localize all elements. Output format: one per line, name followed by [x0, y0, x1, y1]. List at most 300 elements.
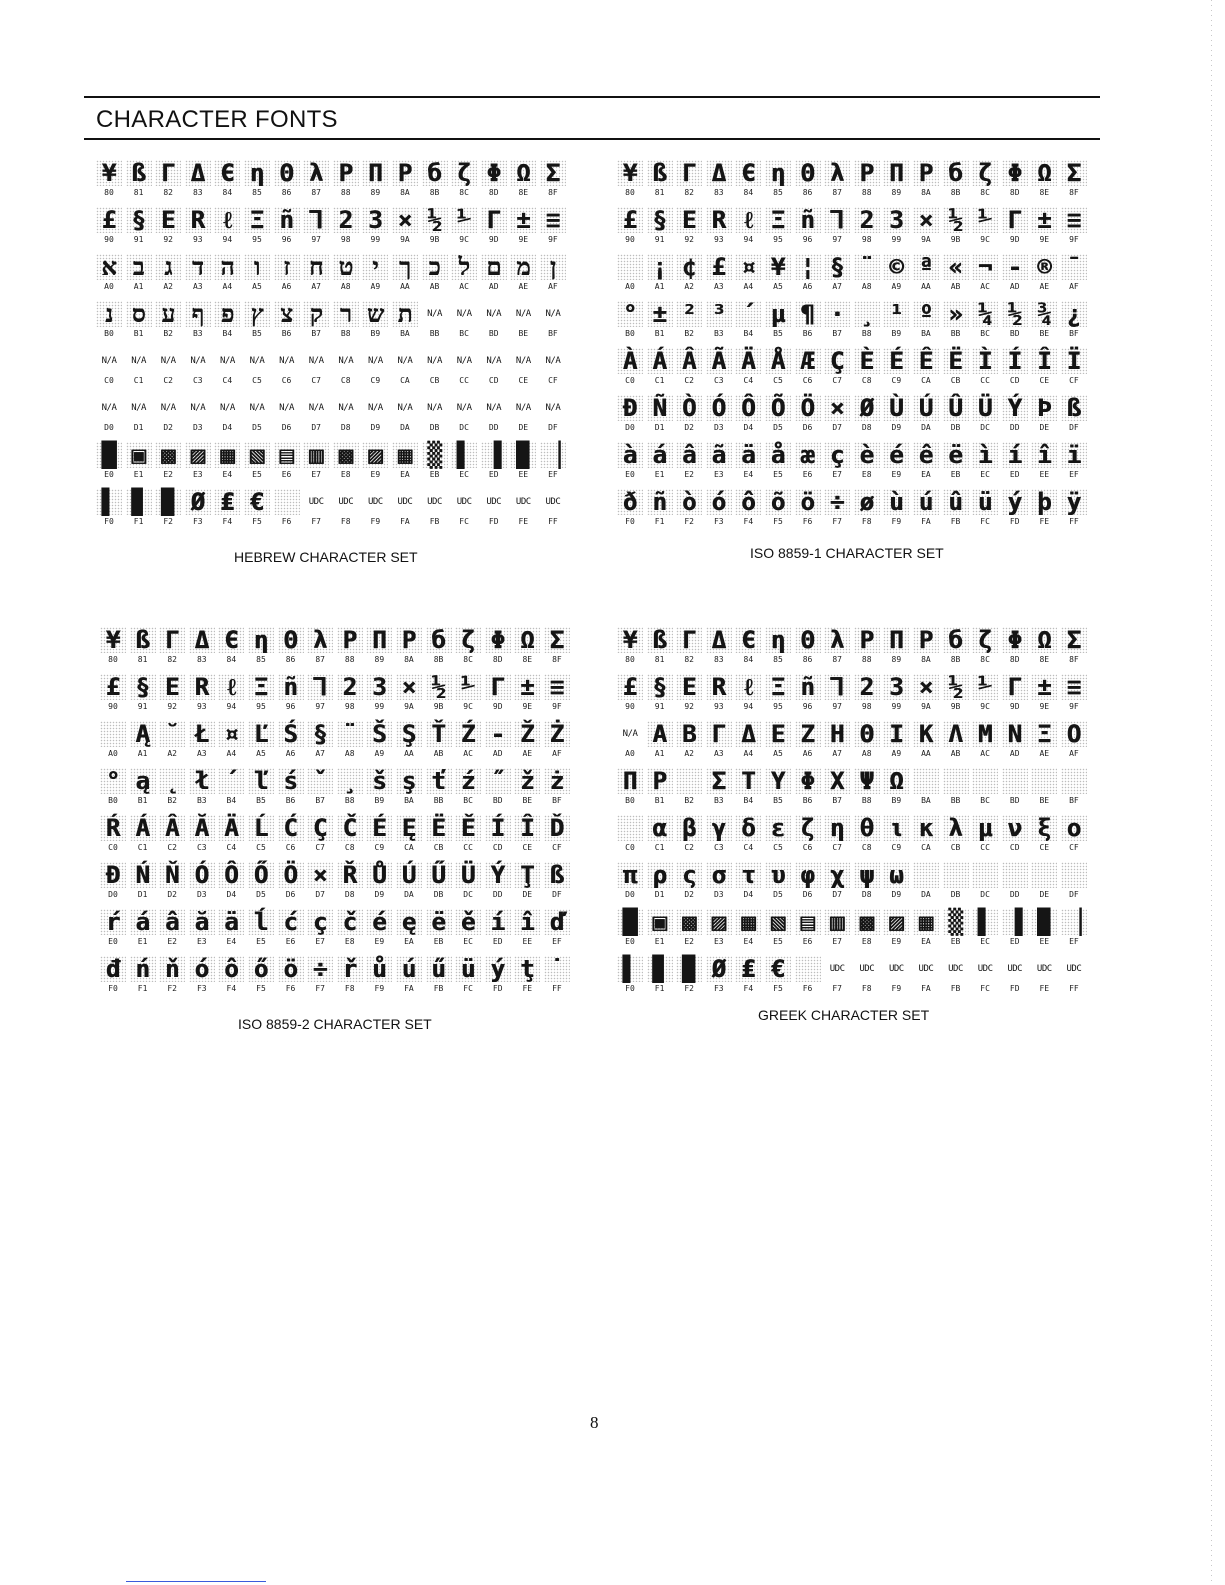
glyph-cell: ª [913, 254, 939, 280]
hex-code-label: A6 [281, 282, 292, 291]
glyph-cell: N/A [101, 355, 117, 366]
glyph-cell: Ü [455, 862, 481, 888]
hex-code-label: F1 [137, 984, 148, 993]
hex-code-label: 8E [1039, 655, 1050, 664]
glyph-cell: פ [214, 301, 240, 327]
glyph-cell: N/A [279, 355, 294, 366]
glyph-cell: б [422, 160, 448, 186]
hex-code-label: BF [1069, 796, 1079, 805]
glyph-cell: Ó [189, 862, 215, 888]
hex-code-label: C4 [222, 376, 233, 385]
glyph-cell: N/A [279, 402, 294, 413]
glyph-cell: Ô [735, 395, 761, 421]
glyph-cell: ⅂ [824, 207, 850, 233]
glyph-cell: ▤ [795, 909, 821, 935]
hex-code-label: C8 [861, 376, 872, 385]
hex-code-label: E9 [370, 470, 381, 479]
glyph-cell: Æ [795, 348, 821, 374]
glyph-cell: Α [647, 721, 673, 747]
glyph-cell: ℓ [218, 674, 244, 700]
hex-code-label: C1 [133, 376, 144, 385]
hex-code-label: EE [1039, 937, 1050, 946]
glyph-cell: § [647, 674, 673, 700]
glyph-cell: þ [1031, 489, 1057, 515]
glyph-cell: ק [303, 301, 329, 327]
glyph-cell: Ý [485, 862, 511, 888]
glyph-cell: « [943, 254, 969, 280]
glyph-cell: ¸ [854, 301, 880, 327]
glyph-cell: ≡ [1061, 674, 1087, 700]
glyph-cell: ז [274, 254, 300, 280]
glyph-cell: Φ [1002, 627, 1028, 653]
hex-code-label: EF [1069, 937, 1079, 946]
hex-code-label: E1 [654, 470, 665, 479]
glyph-cell: ς [676, 862, 702, 888]
hex-code-label: DC [459, 423, 469, 432]
hex-code-label: EA [921, 470, 931, 479]
code-row [96, 515, 566, 529]
hex-code-label: C2 [163, 376, 173, 385]
glyph-cell: ö [278, 956, 304, 982]
code-row [617, 233, 1087, 247]
glyph-cell: ŕ [100, 909, 126, 935]
hex-code-label: 96 [802, 702, 813, 711]
code-row [100, 794, 570, 808]
glyph-cell: Î [514, 815, 540, 841]
hex-code-label: 9C [459, 235, 469, 244]
glyph-row [617, 625, 1087, 653]
glyph-cell: č [337, 909, 363, 935]
glyph-cell: ľ [248, 768, 274, 794]
hex-code-label: CC [980, 843, 990, 852]
header-rule-top [84, 96, 1100, 98]
glyph-cell: Θ [854, 721, 880, 747]
glyph-cell: UDC [829, 963, 845, 974]
glyph-cell: Í [485, 815, 511, 841]
hex-code-label: D8 [344, 890, 355, 899]
glyph-cell: ℓ [214, 207, 240, 233]
hex-code-label: F1 [654, 984, 665, 993]
glyph-cell: Đ [100, 862, 126, 888]
glyph-cell: η [765, 160, 791, 186]
glyph-cell: E [676, 674, 702, 700]
hex-code-label: A4 [743, 749, 754, 758]
hex-code-label: A4 [222, 282, 233, 291]
glyph-cell: ő [248, 956, 274, 982]
glyph-cell: Â [159, 815, 185, 841]
glyph-cell: î [1031, 442, 1057, 468]
hex-code-label: F5 [256, 984, 266, 993]
glyph-cell: UDC [338, 496, 354, 507]
glyph-cell: · [824, 301, 850, 327]
hex-code-label: B5 [773, 796, 783, 805]
hex-code-label: D1 [654, 423, 665, 432]
glyph-cell: Β [676, 721, 702, 747]
glyph-cell: × [913, 207, 939, 233]
hex-code-label: BE [522, 796, 533, 805]
hex-code-label: F6 [281, 517, 292, 526]
hex-code-label: 97 [311, 235, 321, 244]
hex-code-label: B6 [285, 796, 296, 805]
hex-code-label: F0 [625, 517, 635, 526]
glyph-cell: È [854, 348, 880, 374]
hex-code-label: 9F [1069, 235, 1079, 244]
glyph-cell [1031, 768, 1057, 794]
glyph-cell: 2 [854, 207, 880, 233]
glyph-cell: × [307, 862, 333, 888]
glyph-cell: ² [676, 301, 702, 327]
hex-code-label: 90 [625, 235, 635, 244]
glyph-cell: â [676, 442, 702, 468]
glyph-row [617, 205, 1087, 233]
hex-code-label: 94 [226, 702, 237, 711]
glyph-cell: ⅟ [972, 674, 998, 700]
glyph-cell: ä [218, 909, 244, 935]
glyph-cell: € [765, 956, 791, 982]
hex-code-label: C1 [137, 843, 148, 852]
hex-code-label: 8B [429, 188, 440, 197]
glyph-cell: UDC [397, 496, 413, 507]
hex-code-label: 91 [654, 702, 665, 711]
glyph-cell: E [159, 674, 185, 700]
hex-code-label: D4 [222, 423, 233, 432]
hex-code-label: FB [950, 984, 961, 993]
hex-code-label: D0 [625, 890, 635, 899]
hex-code-label: 98 [340, 235, 351, 244]
glyph-cell: 2 [854, 674, 880, 700]
hex-code-label: C6 [802, 843, 813, 852]
hex-code-label: D7 [311, 423, 321, 432]
glyph-cell: ü [972, 489, 998, 515]
glyph-cell: £ [617, 207, 643, 233]
hex-code-label: A2 [167, 749, 177, 758]
hex-code-label: C4 [226, 843, 237, 852]
hex-code-label: F2 [167, 984, 177, 993]
glyph-cell: ¤ [218, 721, 244, 747]
hex-code-label: AF [1069, 749, 1079, 758]
glyph-cell: ▦ [392, 442, 418, 468]
code-row [100, 935, 570, 949]
glyph-cell: Δ [735, 721, 761, 747]
hex-code-label: AD [488, 282, 499, 291]
code-row [96, 280, 566, 294]
hex-code-label: 9D [488, 235, 499, 244]
hex-code-label: ED [492, 937, 503, 946]
glyph-cell: ▨ [706, 909, 732, 935]
hex-code-label: FB [950, 517, 961, 526]
hex-code-label: DE [1039, 890, 1050, 899]
hex-code-label: D7 [315, 890, 325, 899]
glyph-cell: Ë [426, 815, 452, 841]
glyph-cell: ö [795, 489, 821, 515]
glyph-cell: N/A [515, 402, 531, 413]
glyph-cell: ▨ [883, 909, 909, 935]
glyph-cell [100, 721, 126, 747]
hex-code-label: E2 [163, 470, 173, 479]
hex-code-label: BE [1039, 796, 1050, 805]
hex-code-label: E6 [802, 470, 813, 479]
hex-code-label: 9A [921, 235, 931, 244]
glyph-cell: ο [1061, 815, 1087, 841]
glyph-cell: α [647, 815, 673, 841]
code-row [96, 374, 566, 388]
glyph-cell: Ñ [647, 395, 673, 421]
glyph-cell: Ď [544, 815, 570, 841]
hex-code-label: DF [1069, 423, 1079, 432]
hex-code-label: BC [463, 796, 473, 805]
glyph-cell [972, 862, 998, 888]
glyph-cell: ñ [647, 489, 673, 515]
glyph-cell: Ü [972, 395, 998, 421]
glyph-cell: Θ [795, 160, 821, 186]
hex-code-label: 91 [654, 235, 665, 244]
hex-code-label: E1 [133, 470, 144, 479]
glyph-row [617, 393, 1087, 421]
glyph-cell: Γ [1002, 207, 1028, 233]
hex-code-label: F7 [832, 517, 842, 526]
glyph-cell: Ξ [248, 674, 274, 700]
hex-code-label: 9C [463, 702, 473, 711]
hex-code-label: 9E [1039, 235, 1050, 244]
glyph-cell: × [392, 207, 418, 233]
hex-code-label: EF [548, 470, 558, 479]
glyph-cell: ▊ [647, 956, 673, 982]
hex-code-label: A3 [713, 282, 724, 291]
hex-code-label: BB [950, 329, 961, 338]
hex-code-label: 81 [654, 188, 665, 197]
hex-code-label: B7 [315, 796, 325, 805]
glyph-cell: χ [824, 862, 850, 888]
glyph-cell: UDC [545, 496, 561, 507]
hex-code-label: C2 [684, 843, 694, 852]
glyph-row [617, 440, 1087, 468]
hex-code-label: AF [552, 749, 562, 758]
glyph-cell: ע [155, 301, 181, 327]
hex-code-label: E5 [773, 470, 783, 479]
glyph-cell: ≡ [544, 674, 570, 700]
glyph-cell: б [426, 627, 452, 653]
glyph-cell: Є [735, 160, 761, 186]
glyph-cell: ▦ [913, 909, 939, 935]
glyph-cell: η [248, 627, 274, 653]
glyph-cell: N/A [545, 355, 561, 366]
glyph-cell: ▩ [854, 909, 880, 935]
hex-code-label: AE [522, 749, 533, 758]
hex-code-label: 8D [488, 188, 499, 197]
glyph-row [100, 719, 570, 747]
glyph-cell: ▌ [617, 956, 643, 982]
code-row [617, 186, 1087, 200]
glyph-cell: 3 [366, 674, 392, 700]
glyph-cell: ½ [1002, 301, 1028, 327]
hex-code-label: F5 [773, 517, 783, 526]
hex-code-label: BF [548, 329, 558, 338]
glyph-cell: Ć [278, 815, 304, 841]
hex-code-label: DE [518, 423, 529, 432]
hex-code-label: C2 [167, 843, 177, 852]
hex-code-label: A0 [108, 749, 118, 758]
code-row [617, 700, 1087, 714]
hex-code-label: C7 [311, 376, 321, 385]
glyph-cell: é [366, 909, 392, 935]
glyph-cell: ø [854, 489, 880, 515]
hex-code-label: AC [980, 282, 990, 291]
hex-code-label: 99 [370, 235, 381, 244]
code-row [100, 747, 570, 761]
hex-code-label: E7 [311, 470, 321, 479]
hex-code-label: 95 [256, 702, 266, 711]
hex-code-label: FE [1039, 517, 1050, 526]
hex-code-label: DC [980, 423, 990, 432]
glyph-cell: Μ [972, 721, 998, 747]
glyph-cell: € [244, 489, 270, 515]
glyph-cell: ± [1031, 674, 1057, 700]
glyph-cell: ▩ [155, 442, 181, 468]
hex-code-label: B3 [196, 796, 207, 805]
glyph-cell: ס [126, 301, 152, 327]
glyph-cell: ▨ [362, 442, 388, 468]
glyph-cell: ¢ [676, 254, 702, 280]
hex-code-label: D1 [137, 890, 148, 899]
glyph-cell: ú [913, 489, 939, 515]
hex-code-label: 8D [1009, 655, 1020, 664]
hex-code-label: D1 [654, 890, 665, 899]
iso-8859-2-caption: ISO 8859-2 CHARACTER SET [238, 1016, 432, 1032]
hex-code-label: E8 [861, 937, 872, 946]
hex-code-label: 93 [713, 702, 724, 711]
glyph-cell: Ç [824, 348, 850, 374]
hex-code-label: AF [1069, 282, 1079, 291]
hex-code-label: F9 [891, 984, 902, 993]
glyph-cell: £ [706, 254, 732, 280]
hex-code-label: C1 [654, 376, 665, 385]
hex-code-label: D6 [802, 423, 813, 432]
hex-code-label: B4 [743, 329, 754, 338]
glyph-cell: ξ [1031, 815, 1057, 841]
hex-code-label: AC [463, 749, 473, 758]
hex-code-label: C3 [713, 376, 724, 385]
hex-code-label: B5 [252, 329, 262, 338]
glyph-cell: N/A [338, 402, 354, 413]
glyph-cell: N/A [622, 728, 638, 739]
glyph-cell: ח [303, 254, 329, 280]
glyph-cell: ş [396, 768, 422, 794]
glyph-cell: N/A [486, 355, 502, 366]
hex-code-label: C5 [773, 843, 783, 852]
glyph-cell: N/A [190, 355, 206, 366]
glyph-cell: λ [824, 160, 850, 186]
hex-code-label: 9C [980, 235, 990, 244]
hex-code-label: 88 [344, 655, 355, 664]
glyph-cell: Ι [883, 721, 909, 747]
glyph-cell: Ş [396, 721, 422, 747]
hex-code-label: 9F [548, 235, 558, 244]
hex-code-label: F8 [340, 517, 351, 526]
glyph-cell: ¦ [795, 254, 821, 280]
glyph-cell: 2 [337, 674, 363, 700]
glyph-cell: τ [735, 862, 761, 888]
glyph-cell: ´ [735, 301, 761, 327]
hex-code-label: CA [921, 843, 931, 852]
glyph-cell: Ρ [337, 627, 363, 653]
glyph-cell: ל [451, 254, 477, 280]
glyph-cell: 2 [333, 207, 359, 233]
hex-code-label: F0 [625, 984, 635, 993]
glyph-cell [913, 768, 939, 794]
glyph-cell: Χ [824, 768, 850, 794]
glyph-cell: ß [647, 160, 673, 186]
glyph-cell: ▊ [126, 489, 152, 515]
glyph-cell: φ [795, 862, 821, 888]
hex-code-label: D5 [256, 890, 266, 899]
hex-code-label: E7 [315, 937, 325, 946]
hex-code-label: D9 [891, 423, 902, 432]
glyph-cell: Σ [540, 160, 566, 186]
hex-code-label: 9B [950, 702, 961, 711]
hex-code-label: C9 [891, 376, 902, 385]
hex-code-label: B2 [684, 329, 694, 338]
hex-code-label: 9F [552, 702, 562, 711]
hex-code-label: DA [921, 423, 931, 432]
hex-code-label: B0 [625, 329, 635, 338]
glyph-cell: ñ [795, 674, 821, 700]
hex-code-label: B0 [108, 796, 118, 805]
glyph-cell: Π [366, 627, 392, 653]
hex-code-label: BB [433, 796, 444, 805]
hex-code-label: AB [950, 282, 961, 291]
glyph-cell: ů [366, 956, 392, 982]
glyph-cell: ν [1002, 815, 1028, 841]
hex-code-label: A8 [861, 282, 872, 291]
glyph-cell: ń [130, 956, 156, 982]
glyph-cell: Φ [485, 627, 511, 653]
glyph-cell: R [706, 207, 732, 233]
glyph-cell: Τ [735, 768, 761, 794]
glyph-cell: ñ [274, 207, 300, 233]
glyph-row [617, 252, 1087, 280]
hex-code-label: DD [488, 423, 499, 432]
hex-code-label: D0 [625, 423, 635, 432]
hex-code-label: A7 [315, 749, 325, 758]
glyph-cell: Ž [514, 721, 540, 747]
hex-code-label: FE [518, 517, 529, 526]
glyph-cell: Ø [706, 956, 732, 982]
glyph-cell: N/A [545, 308, 561, 319]
glyph-cell: ź [455, 768, 481, 794]
glyph-cell: Ρ [647, 768, 673, 794]
page-header [84, 96, 1100, 140]
glyph-cell: ת [392, 301, 418, 327]
glyph-cell: ¯ [1061, 254, 1087, 280]
glyph-cell: © [883, 254, 909, 280]
code-row [617, 280, 1087, 294]
hex-code-label: B2 [684, 796, 694, 805]
glyph-cell: Σ [706, 768, 732, 794]
glyph-cell: ▕ [1061, 909, 1087, 935]
glyph-cell: ÷ [307, 956, 333, 982]
hex-code-label: A2 [684, 282, 694, 291]
hex-code-label: F3 [196, 984, 207, 993]
hex-code-label: BA [400, 329, 410, 338]
glyph-cell: á [130, 909, 156, 935]
hex-code-label: F0 [104, 517, 114, 526]
code-row [100, 700, 570, 714]
glyph-row [100, 672, 570, 700]
glyph-cell: ˛ [159, 768, 185, 794]
hex-code-label: FF [548, 517, 558, 526]
glyph-cell: Ì [972, 348, 998, 374]
glyph-cell: ï [1061, 442, 1087, 468]
